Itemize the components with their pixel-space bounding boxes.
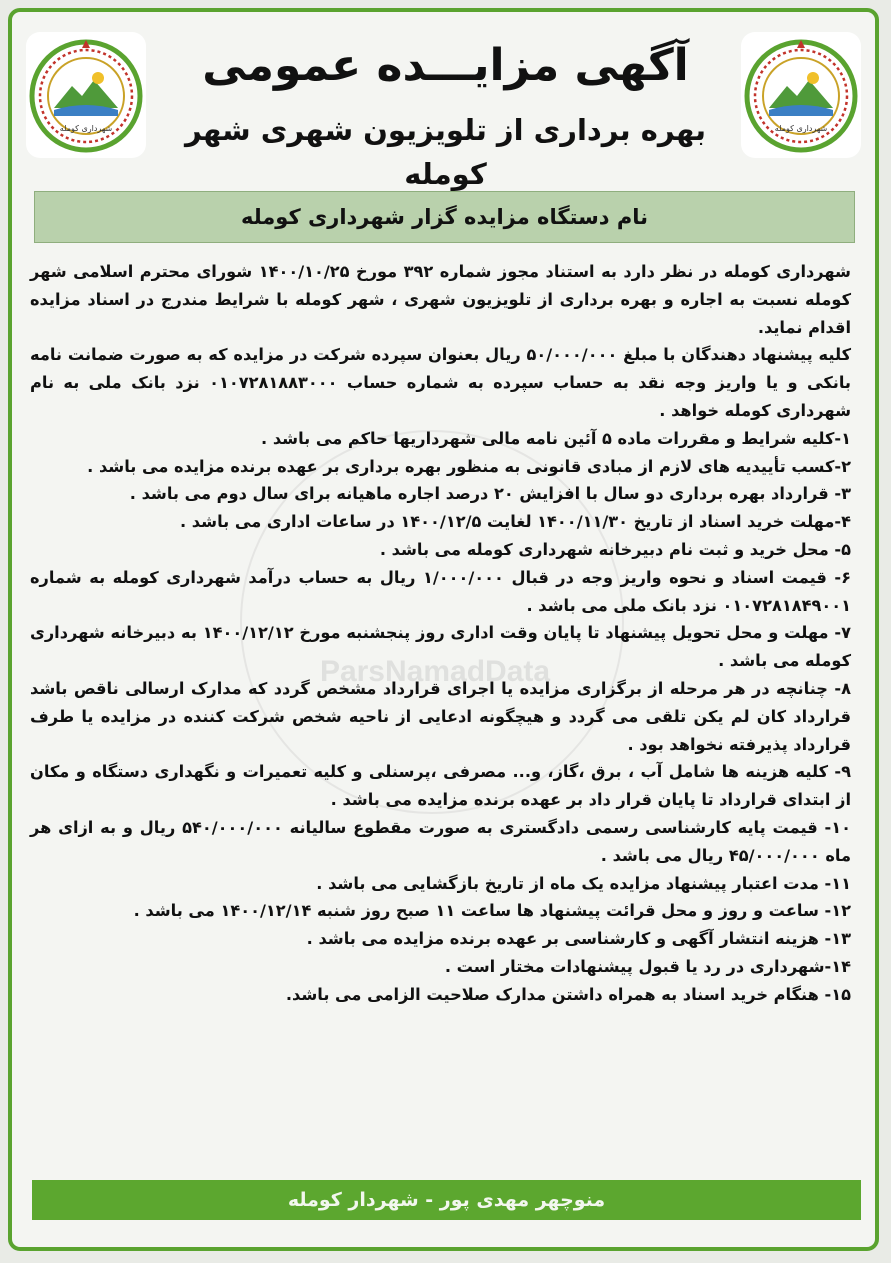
condition-item: ۹- کلیه هزینه ها شامل آب ، برق ،گاز، و... مصرفی ،پرسنلی و کلیه تعمیرات و نگهداری دستگاه و مکان از ابتدای قرارداد تا پایان قرار داد بر عهده برنده مزایده می باشد . — [30, 762, 851, 810]
condition-item: ۱۵- هنگام خرید اسناد به همراه داشتن مدارک صلاحیت الزامی می باشد. — [285, 984, 851, 1004]
condition-item: ۲-کسب تأییدیه های لازم از مبادی قانونی به منظور بهره برداری بر عهده برنده مزایده می باشد . — [87, 456, 851, 476]
condition-item: ۱۴-شهرداری در رد یا قبول پیشنهادات مختار است . — [444, 956, 851, 976]
organizer-bar — [34, 191, 855, 243]
municipality-logo-left — [22, 24, 150, 166]
intro-paragraph: شهرداری کومله در نظر دارد به استناد مجوز شماره ۳۹۲ مورخ ۱۴۰۰/۱۰/۲۵ شورای محترم اسلامی شهر کومله نسبت به اجاره و بهره برداری از تلویزیون شهری ، شهر کومله با شرایط مندرج در اسناد مزایده اقدام نماید. — [30, 262, 851, 337]
condition-item: ۵- محل خرید و ثبت نام دبیرخانه شهرداری کومله می باشد . — [379, 539, 851, 559]
notice-title: آگهی مزایـــده عمومی — [202, 40, 689, 91]
condition-item: ۶- قیمت اسناد و نحوه واریز وجه در قبال ۱/۰۰۰/۰۰۰ ریال به حساب درآمد شهرداری کومله به شماره ۰۱۰۷۲۸۱۸۴۹۰۰۱ نزد بانک ملی می باشد . — [30, 567, 851, 615]
signature-text: منوچهر مهدی پور - شهردار کومله — [287, 1189, 606, 1211]
notice-subtitle: بهره برداری از تلویزیون شهری شهر کومله — [185, 113, 706, 191]
condition-item: ۱۱- مدت اعتبار پیشنهاد مزایده یک ماه از تاریخ بازگشایی می باشد . — [316, 873, 851, 893]
condition-item: ۱۲- ساعت و روز و محل قرائت پیشنهاد ها ساعت ۱۱ صبح روز شنبه ۱۴۰۰/۱۲/۱۴ می باشد . — [133, 901, 851, 921]
municipality-logo-right — [737, 24, 865, 166]
notice-body — [30, 258, 851, 1009]
condition-item: ۱-کلیه شرایط و مقررات ماده ۵ آئین نامه مالی شهرداریها حاکم می باشد . — [261, 428, 851, 448]
condition-item: ۳- قرارداد بهره برداری دو سال با افزایش ۲۰ درصد اجاره ماهیانه برای سال دوم می باشد . — [129, 484, 851, 504]
condition-item: ۷- مهلت و محل تحویل پیشنهاد تا پایان وقت اداری روز پنجشنبه مورخ ۱۴۰۰/۱۲/۱۲ به دبیرخانه شهرداری کومله می باشد . — [30, 623, 851, 671]
intro-paragraph: کلیه پیشنهاد دهندگان با مبلغ ۵۰/۰۰۰/۰۰۰ ریال بعنوان سپرده شرکت در مزایده که به صورت ضمانت نامه بانکی و یا واریز وجه نقد به حساب سپرده به شماره حساب ۰۱۰۷۲۸۱۸۸۳۰۰۰ نزد بانک ملی به نام شهرداری کومله خواهد . — [30, 345, 851, 420]
municipality-seal-icon — [739, 30, 863, 160]
condition-item: ۴-مهلت خرید اسناد از تاریخ ۱۴۰۰/۱۱/۳۰ لغایت ۱۴۰۰/۱۲/۵ در ساعات اداری می باشد . — [180, 512, 851, 532]
condition-item: ۸- چنانچه در هر مرحله از برگزاری مزایده یا اجرای قرارداد مشخص گردد که مدارک ارسالی ناقص باشد قرارداد کان لم یکن تلقی می گردد و هیچگونه ادعایی از ناحیه شخص شرکت کننده در مزایده یا طرف قرارداد پذیرفته نخواهد بود . — [30, 678, 851, 754]
condition-item: ۱۰- قیمت پایه کارشناسی رسمی دادگستری به صورت مقطوع سالیانه ۵۴۰/۰۰۰/۰۰۰ ریال و به ازای هر ماه ۴۵/۰۰۰/۰۰۰ ریال می باشد . — [30, 817, 852, 865]
municipality-seal-icon — [24, 30, 148, 160]
organizer-label: نام دستگاه مزایده گزار شهرداری کومله — [240, 205, 649, 229]
svg-text:شهرداری کومله: شهرداری کومله — [774, 124, 828, 133]
svg-text:شهرداری کومله: شهرداری کومله — [59, 124, 113, 133]
condition-item: ۱۳- هزینه انتشار آگهی و کارشناسی بر عهده برنده مزایده می باشد . — [306, 929, 851, 949]
signature-bar — [32, 1180, 861, 1220]
watermark-text: ParsNamadData — [319, 655, 551, 688]
